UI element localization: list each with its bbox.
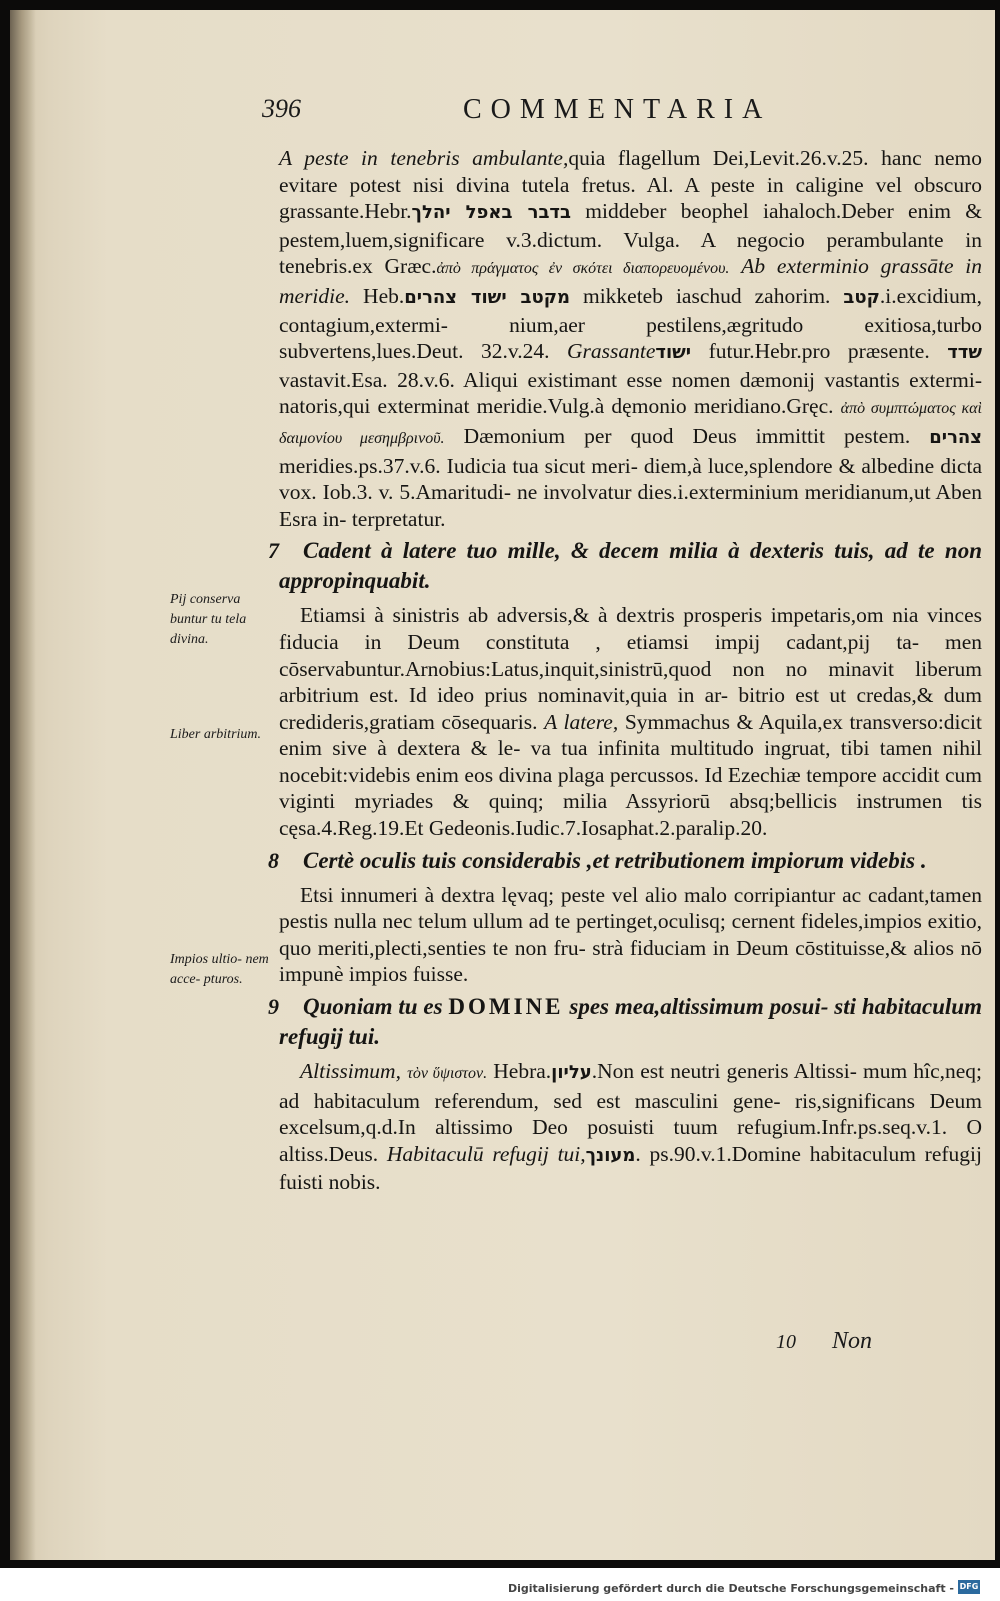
main-text xyxy=(268,145,983,1196)
verse-8 xyxy=(268,846,982,876)
margin-note-liber-arbitrium: Liber arbitrium. xyxy=(170,727,262,742)
hebrew-word: ישוד xyxy=(655,342,692,364)
text-run: middeber beophel iahaloch.Deber enim & pestem,luem,significare v.3.dictum. Vulga. A negocio perambulante in tenebris.ex Græc. xyxy=(279,199,983,279)
catchword-text: Non xyxy=(832,1328,873,1354)
text-run: .Non est neutri generis Altissi- mum hîc,neq; ad habitaculum referendum, sed est masculini gene- ris,significans Deum excelsum,q.d.In altissimo Deo posuisti tuum refugium.Infr.ps.seq.v.1. O altiss.Deus. xyxy=(279,1059,983,1166)
hebrew-word: שדד xyxy=(947,342,983,364)
verse-text: Certè oculis tuis considerabis ,et retributionem impiorum videbis . xyxy=(303,847,927,873)
lemma: Altissimum, xyxy=(300,1059,401,1084)
verse-number: 8 xyxy=(268,847,279,873)
text-run: . ps.90.v.1.Domine habitaculum refugij fuisti nobis. xyxy=(279,1141,982,1195)
running-title: COMMENTARIA xyxy=(463,94,772,125)
margin-note-impios: Impios ultio- nem acce- pturos. xyxy=(170,952,269,987)
commentary-paragraph xyxy=(279,1058,982,1196)
greek-phrase: τὸν ὕψιστον. xyxy=(407,1065,488,1083)
lemma: Habitaculū refugij tui, xyxy=(386,1141,586,1166)
verse-text: spes mea,altissimum posui- sti habitaculum refugij tui. xyxy=(279,994,982,1050)
verse-7 xyxy=(268,536,982,596)
text-run: Dæmonium per quod Deus immittit pestem. xyxy=(463,423,911,448)
greek-phrase: ἀπὸ συμπτώματος καὶ δαιμονίου μεσημβρινοῦ. xyxy=(279,400,982,447)
dfg-logo: DFG xyxy=(958,1580,980,1594)
verse-number: 9 xyxy=(268,994,279,1020)
page-number: 396 xyxy=(262,94,301,123)
hebrew-word: צהרים xyxy=(929,426,983,448)
catchword xyxy=(776,1328,976,1355)
greek-phrase: ἀπὸ πράγματος ἐν σκότει διαπορευομένου. xyxy=(436,260,730,278)
hebrew-word: מעונך xyxy=(585,1144,636,1166)
margin-note-pij: Pij conserva buntur tu tela divina. xyxy=(170,592,247,647)
commentary-paragraph xyxy=(279,602,982,841)
hebrew-word: מקטב ישוד צהרים xyxy=(404,286,570,308)
footer-credit: Digitalisierung gefördert durch die Deutsche Forschungsgemeinschaft - xyxy=(507,1582,954,1595)
lemma: Ab exterminio grassāte in meridie. xyxy=(279,254,983,308)
commentary-paragraph: Etsi innumeri à dextra lęvaq; peste vel alio malo corripiantur ac cadant,tamen pestis nulla nec telum ullum ad te pertinget,oculisq; cernent fideles,impios exitio, quo meriti,plecti,senties te non fru- strà fiduciam in Deum cōstituisse,& alios nō impunè impios fuisse. xyxy=(279,882,982,987)
catchword-number: 10 xyxy=(776,1331,796,1353)
verse-number: 7 xyxy=(268,538,279,564)
lemma: A peste in tenebris ambulante, xyxy=(279,146,569,170)
hebrew-word: קטב xyxy=(843,286,880,308)
text-run: mikketeb iaschud zahorim. xyxy=(582,283,831,308)
text-run: meridies.ps.37.v.6. Iudicia tua sicut meri- diem,à luce,splendore & albedine dicta vox. Iob.3. v. 5.Amaritudi- ne involvatur dies.i.exterminium meridianum,ut Aben Esra in- terpretatur. xyxy=(279,453,982,531)
hebrew-word: בדבר באפל יהלך xyxy=(411,202,571,224)
verse-9 xyxy=(268,992,982,1052)
text-run: .i.excidium, contagium,extermi- nium,aer pestilens,ægritudo exitiosa,turbo subvertens,lues.Deut. 32.v.24. xyxy=(279,283,982,364)
text-run: quia flagellum Dei,Levit.26.v.25. hanc nemo evitare potest nisi divina tutela fretus. Al. A peste in caligine vel obscuro grassante.Hebr. xyxy=(279,146,982,224)
text-run: Etiamsi à sinistris ab adversis,& à dextris prosperis impetaris,om nia vinces fiducia in Deum constituta , etiamsi impij cadant,pij ta- men cōservabuntur.Arnobius:Latus,inquit,sinistrū,quod non no minavit liberum arbitrium est. Id ideo prius nominavit,quia in ar- bitrio est ut credas,& dum credideris,gratiam cōsequaris. xyxy=(279,603,982,734)
text-run: Hebra. xyxy=(493,1059,552,1084)
hebrew-word: עליון xyxy=(551,1062,592,1084)
text-run: vastavit.Esa. 28.v.6. Aliqui existimant esse nomen dæmonij vastantis extermi- natoris,qui exterminat meridie.Vulg.à dęmonio meridiano.Gręc. xyxy=(279,367,982,419)
text-run: futur.Hebr.pro præsente. xyxy=(708,339,930,364)
lemma: Grassante xyxy=(566,339,656,364)
verse-text: Cadent à latere tuo mille, & decem milia à dexteris tuis, ad te non appropinquabit. xyxy=(279,538,982,594)
divine-name: DOMINE xyxy=(448,994,564,1020)
lemma: A latere, xyxy=(544,709,619,734)
page-gutter xyxy=(10,10,36,1560)
commentary-paragraph xyxy=(279,145,982,532)
text-run: Symmachus & Aquila,ex transverso:dicit enim sive à dextera & le- va tua infinita multitudo ingruat, tibi tamen nihil nocebit:videbis enim eos divina plaga percussos. Id Ezechiæ tempore accidit cum viginti myriades & quinq; milia Assyriorū absq;bellicis instrumen tis cęsa.4.Reg.19.Et Gedeonis.Iudic.7.Iosaphat.2.paralip.20. xyxy=(279,709,983,841)
verse-text: Quoniam tu es xyxy=(303,994,443,1020)
text-run: Heb. xyxy=(363,283,405,308)
